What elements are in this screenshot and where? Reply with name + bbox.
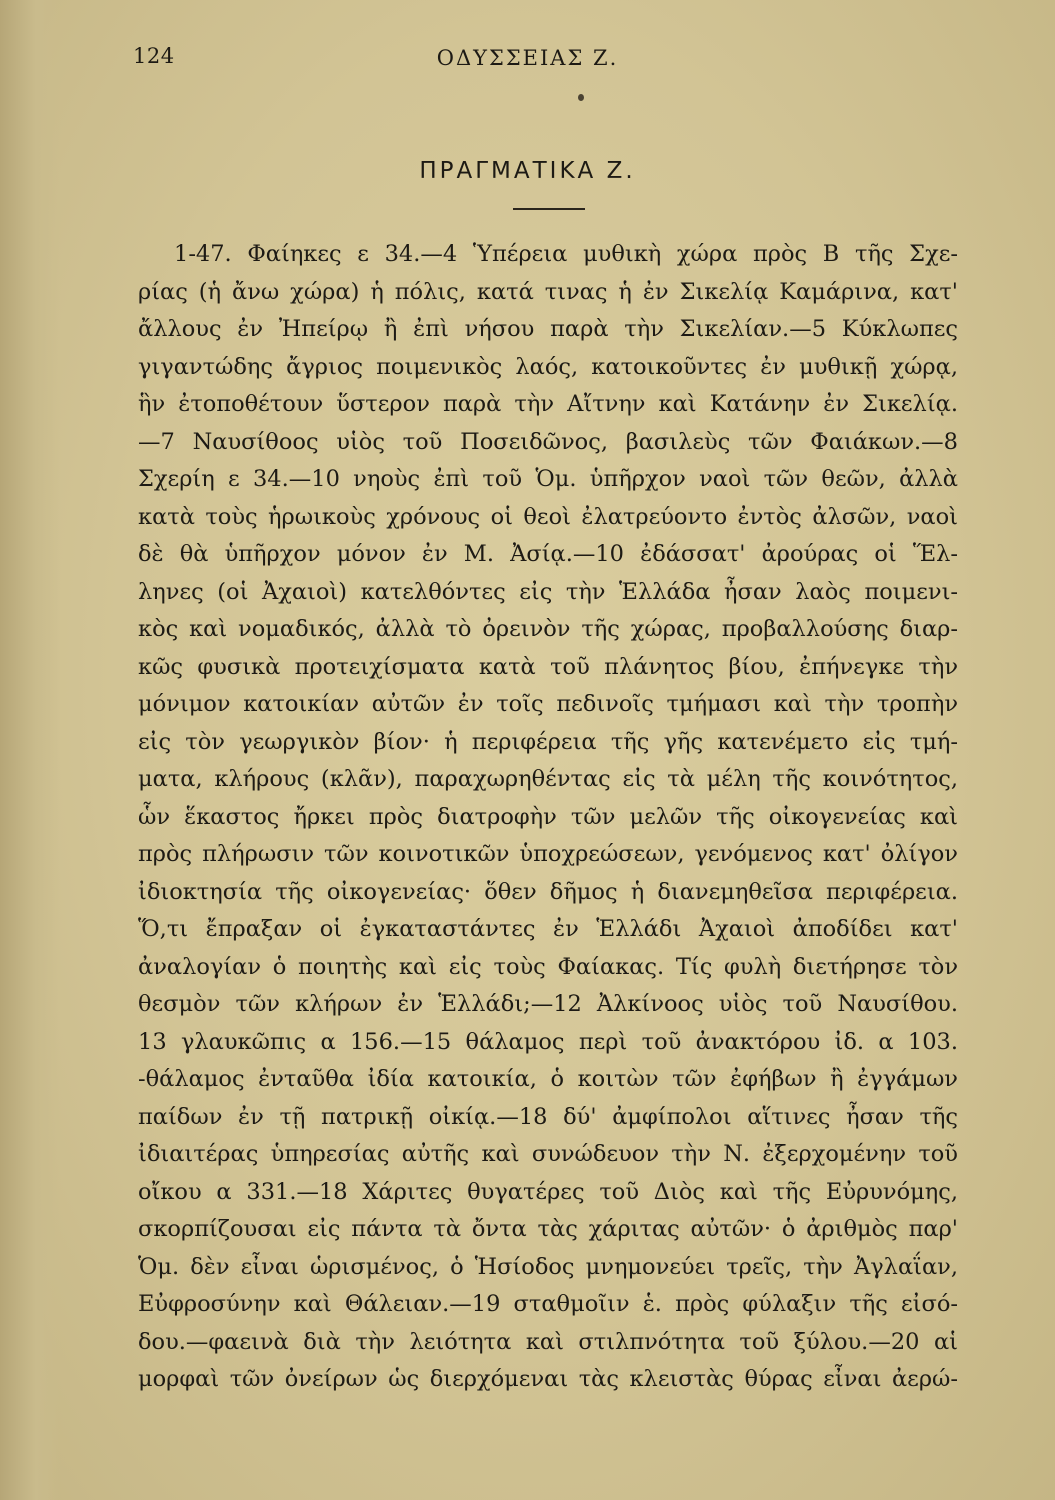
text-line: δου.—φαεινὰ διὰ τὴν λειότητα καὶ στιλπνότητα τοῦ ξύλου.—20 αἱ [138,1328,958,1355]
text-line: κῶς φυσικὰ προτειχίσματα κατὰ τοῦ πλάνητος βίου, ἐπήνεγκε τὴν [138,653,958,680]
text-line: δὲ θὰ ὑπῆρχον μόνον ἐν Μ. Ἀσίᾳ.—10 ἐδάσσατ' ἀρούρας οἱ Ἕλ- [138,541,958,567]
text-line: ἣν ἐτοποθέτουν ὕστερον παρὰ τὴν Αἴτνην καὶ Κατάνην ἐν Σικελίᾳ. [138,391,958,417]
text-line: ἰδιοκτησία τῆς οἰκογενείας· ὅθεν δῆμος ἡ διανεμηθεῖσα περιφέρεια. [138,878,958,905]
page-spine-shadow [0,0,60,1500]
text-line: ἰδιαιτέρας ὑπηρεσίας αὐτῆς καὶ συνώδευον τὴν Ν. ἐξερχομένην τοῦ [138,1141,958,1167]
text-line: κὸς καὶ νομαδικός, ἀλλὰ τὸ ὀρεινὸν τῆς χώρας, προβαλλούσης διαρ- [138,616,958,642]
text-line: ἄλλους ἐν Ἠπείρῳ ἢ ἐπὶ νήσου παρὰ τὴν Σικελίαν.—5 Κύκλωπες [138,316,958,342]
running-title: ΟΔΥΣΣΕΙΑΣ Ζ. [436,46,619,70]
text-line: μόνιμον κατοικίαν αὐτῶν ἐν τοῖς πεδινοῖς τμήμασι καὶ τὴν τροπὴν [138,691,958,717]
page-number: 124 [133,44,175,68]
text-line: κατὰ τοὺς ἡρωικοὺς χρόνους οἱ θεοὶ ἐλατρεύοντο ἐντὸς ἀλσῶν, ναοὶ [138,503,958,530]
ink-fleck [578,94,584,101]
text-line: Εὐφροσύνην καὶ Θάλειαν.—19 σταθμοῖιν ἑ. πρὸς φύλαξιν τῆς εἰσό- [138,1291,958,1317]
text-line: γιγαντώδης ἄγριος ποιμενικὸς λαός, κατοικοῦντες ἐν μυθικῇ χώρᾳ, [138,353,958,380]
text-line: 1-47. Φαίηκες ε 34.—4 Ὑπέρεια μυθικὴ χώρα πρὸς Β τῆς Σχε- [174,241,958,267]
section-title: ΠΡΑΓΜΑΤΙΚΑ Ζ. [419,158,636,184]
text-line: ματα, κλήρους (κλᾶν), παραχωρηθέντας εἰς τὰ μέλη τῆς κοινότητος, [138,766,958,792]
text-line: ὧν ἕκαστος ἤρκει πρὸς διατροφὴν τῶν μελῶν τῆς οἰκογενείας καὶ [138,803,958,830]
text-line: ρίας (ἡ ἄνω χώρα) ἡ πόλις, κατά τινας ἡ ἐν Σικελίᾳ Καμάρινα, κατ' [138,278,958,305]
text-line: —7 Ναυσίθοος υἱὸς τοῦ Ποσειδῶνος, βασιλεὺς τῶν Φαιάκων.—8 [138,428,958,455]
text-line: 13 γλαυκῶπις α 156.—15 θάλαμος περὶ τοῦ ἀνακτόρου ἰδ. α 103. [138,1028,958,1055]
text-line: πρὸς πλήρωσιν τῶν κοινοτικῶν ὑποχρεώσεων, γενόμενος κατ' ὀλίγον [138,841,958,867]
text-line: σκορπίζουσαι εἰς πάντα τὰ ὄντα τὰς χάριτας αὐτῶν· ὁ ἀριθμὸς παρ' [138,1216,958,1242]
text-line: Σχερίη ε 34.—10 νηοὺς ἐπὶ τοῦ Ὁμ. ὑπῆρχον ναοὶ τῶν θεῶν, ἀλλὰ [138,466,958,492]
commentary-text [138,236,958,1399]
text-line: Ὅ,τι ἔπραξαν οἱ ἐγκαταστάντες ἐν Ἑλλάδι Ἀχαιοὶ ἀποδίδει κατ' [138,916,958,942]
title-rule [513,208,585,210]
text-line: θεσμὸν τῶν κλήρων ἐν Ἑλλάδι;—12 Ἀλκίνοος υἱὸς τοῦ Ναυσίθου. [138,991,958,1017]
text-line: ἀναλογίαν ὁ ποιητὴς καὶ εἰς τοὺς Φαίακας. Τίς φυλὴ διετήρησε τὸν [138,953,958,980]
text-line: -θάλαμος ἐνταῦθα ἰδία κατοικία, ὁ κοιτὼν τῶν ἐφήβων ἢ ἐγγάμων [138,1066,958,1092]
text-line: ληνες (οἱ Ἀχαιοὶ) κατελθόντες εἰς τὴν Ἑλλάδα ἦσαν λαὸς ποιμενι- [138,578,958,605]
text-line: Ὁμ. δὲν εἶναι ὡρισμένος, ὁ Ἡσίοδος μνημονεύει τρεῖς, τὴν Ἀγλαΐαν, [138,1253,958,1280]
text-line: παίδων ἐν τῇ πατρικῇ οἰκίᾳ.—18 δύ' ἀμφίπολοι αἵτινες ἦσαν τῆς [138,1103,958,1130]
text-line: μορφαὶ τῶν ὀνείρων ὡς διερχόμεναι τὰς κλειστὰς θύρας εἶναι ἀερώ- [138,1366,958,1392]
text-line: εἰς τὸν γεωργικὸν βίον· ἡ περιφέρεια τῆς γῆς κατενέμετο εἰς τμή- [138,728,958,755]
text-line: οἴκου α 331.—18 Χάριτες θυγατέρες τοῦ Διὸς καὶ τῆς Εὐρυνόμης, [138,1178,958,1205]
